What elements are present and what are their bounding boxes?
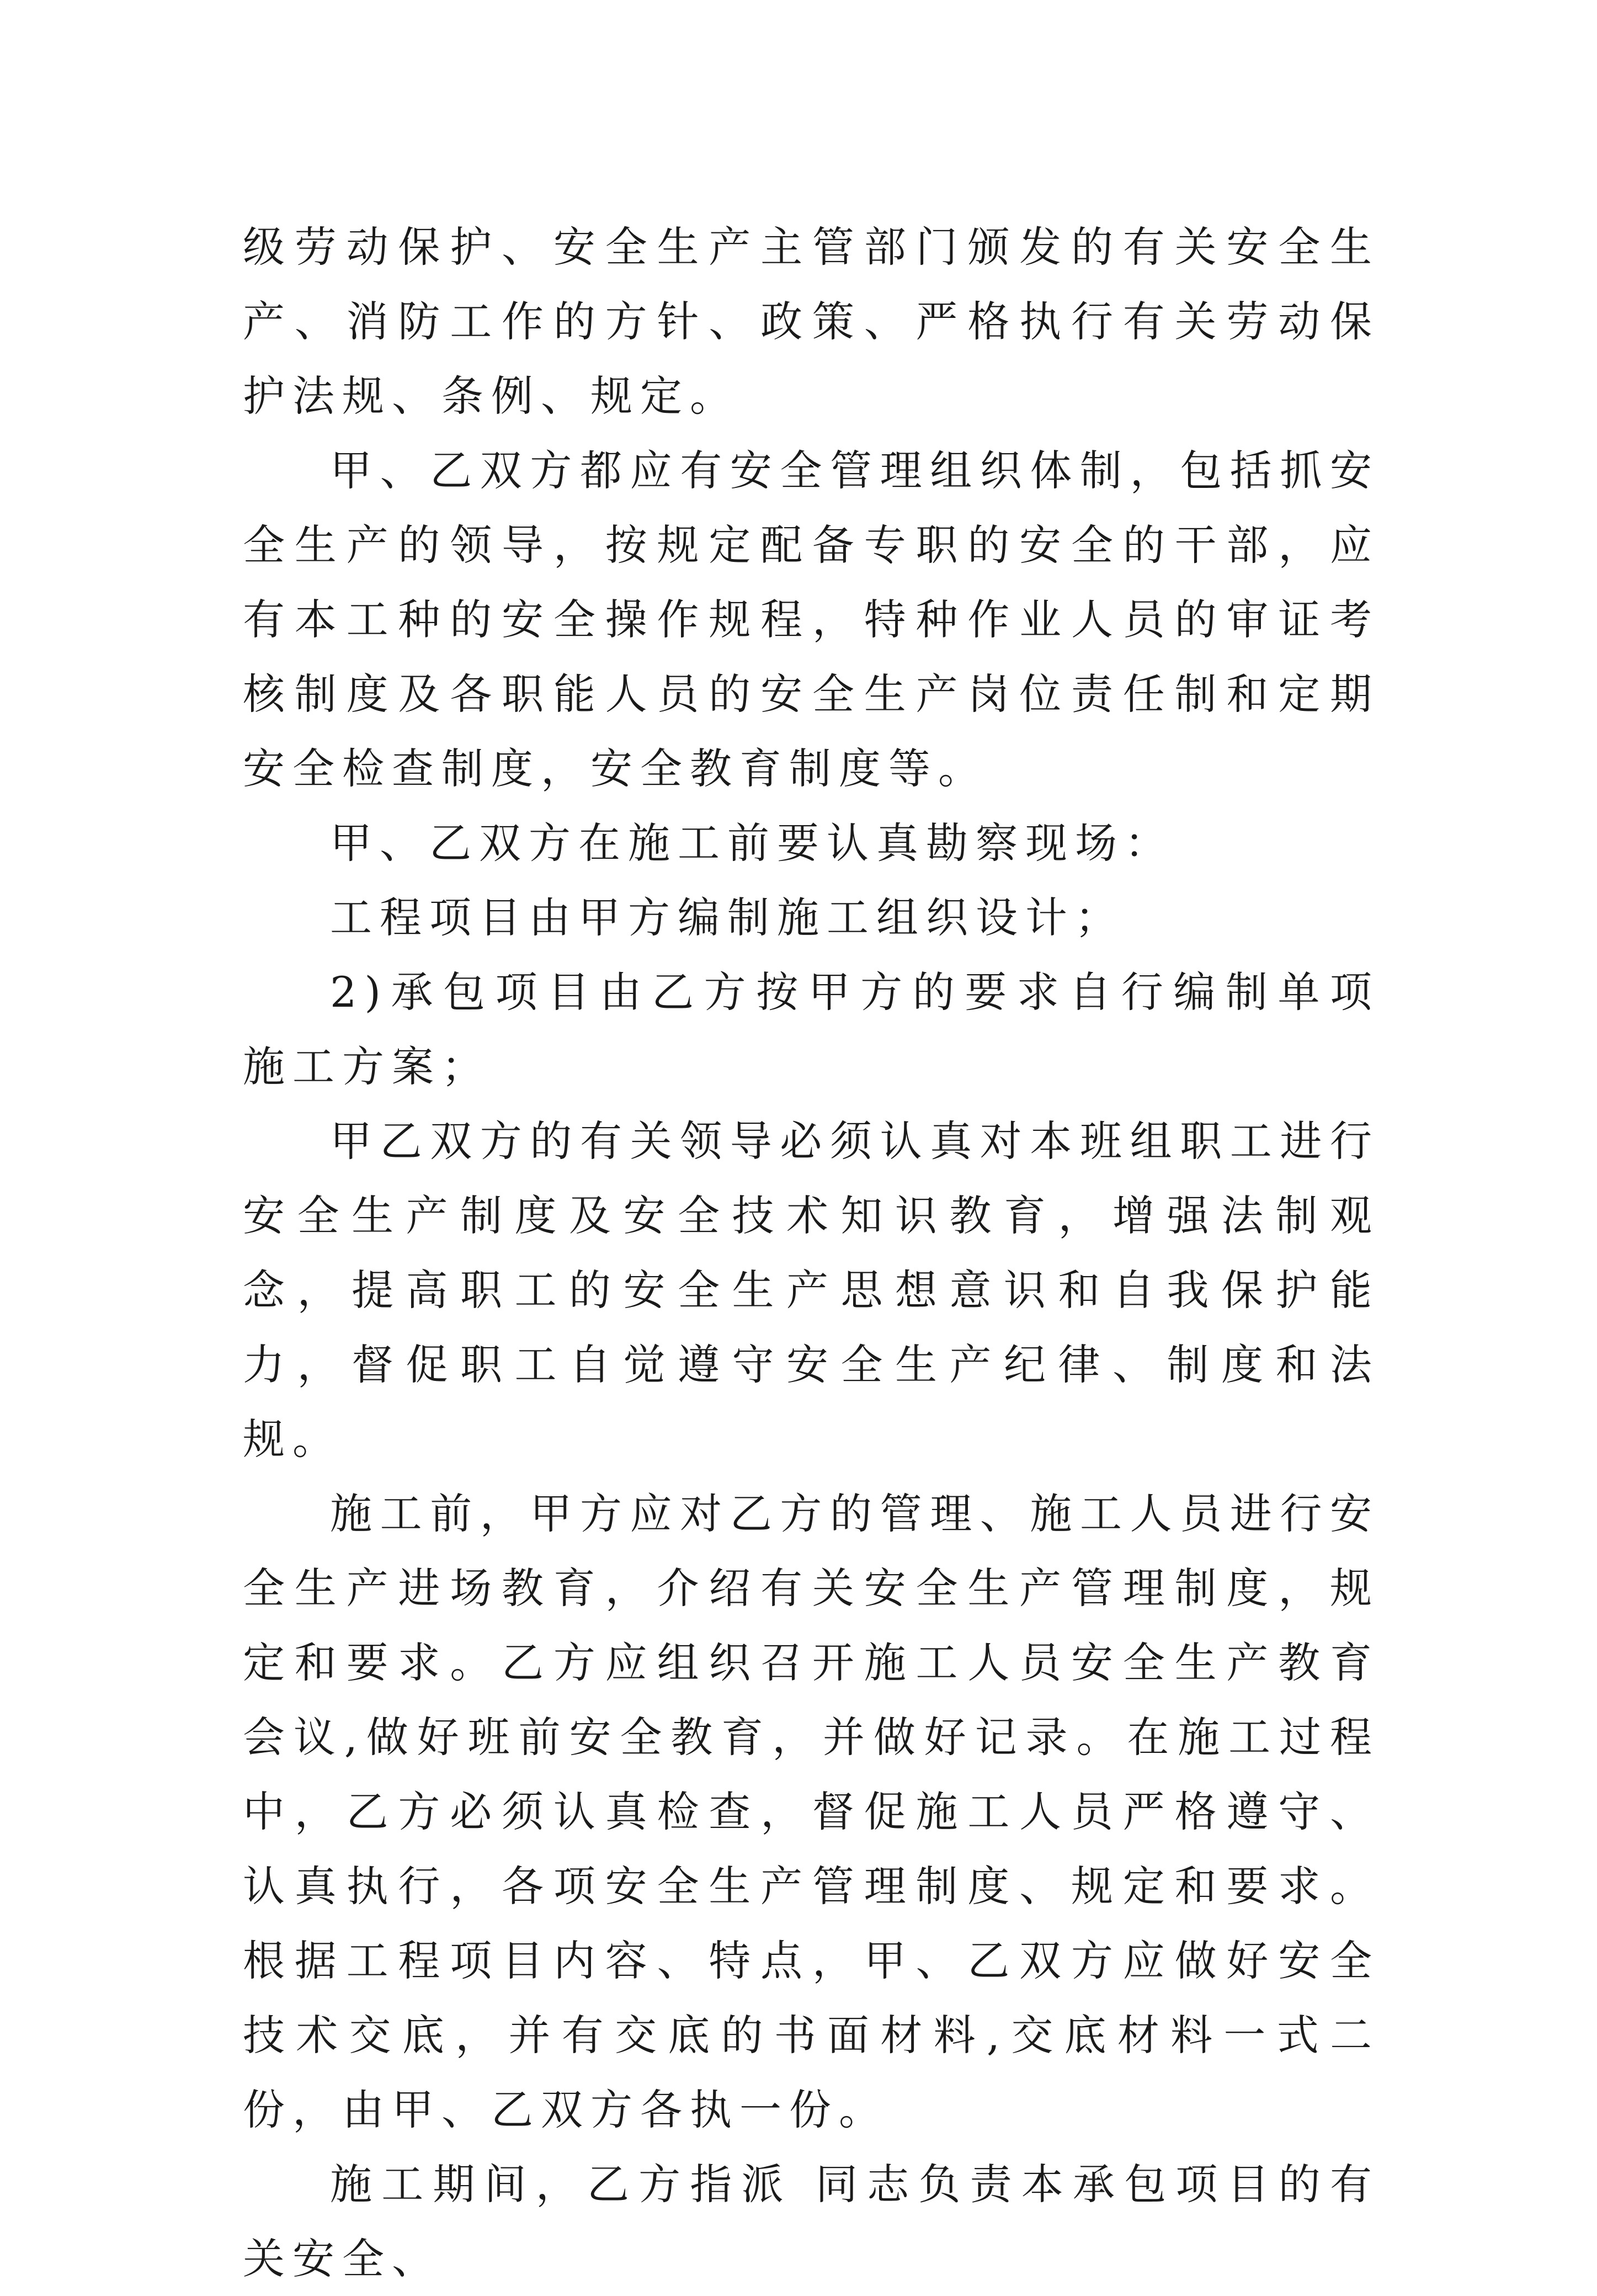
paragraph-4: 工程项目由甲方编制施工组织设计； [330,893,1125,942]
paragraph-8: 施工期间，乙方指派 同志负责本承包项目的有关安全、 [243,2160,1380,2283]
document-body [243,210,1380,2296]
paragraph-3: 甲、乙双方在施工前要认真勘察现场： [330,819,1174,868]
paragraph-1: 级劳动保护、安全生产主管部门颁发的有关安全生产、消防工作的方针、政策、严格执行有关劳动保护法规、条例、规定。 [243,222,1380,421]
paragraph-5: 2)承包项目由乙方按甲方的要求自行编制单项施工方案； [243,968,1380,1091]
paragraph-6: 甲乙双方的有关领导必须认真对本班组职工进行安全生产制度及安全技术知识教育，增强法制观念，提高职工的安全生产思想意识和自我保护能力，督促职工自觉遵守安全生产纪律、制度和法规。 [243,1117,1380,1464]
paragraph-7: 施工前，甲方应对乙方的管理、施工人员进行安全生产进场教育，介绍有关安全生产管理制度，规定和要求。乙方应组织召开施工人员安全生产教育会议,做好班前安全教育，并做好记录。在施工过程中，乙方必须认真检查，督促施工人员严格遵守、认真执行，各项安全生产管理制度、规定和要求。根据工程项目内容、特点，甲、乙双方应做好安全技术交底，并有交底的书面材料,交底材料一式二份，由甲、乙双方各执一份。 [243,1489,1380,2134]
paragraph-2: 甲、乙双方都应有安全管理组织体制，包括抓安全生产的领导，按规定配备专职的安全的干部，应有本工种的安全操作规程，特种作业人员的审证考核制度及各职能人员的安全生产岗位责任制和定期安全检查制度，安全教育制度等。 [243,446,1380,793]
